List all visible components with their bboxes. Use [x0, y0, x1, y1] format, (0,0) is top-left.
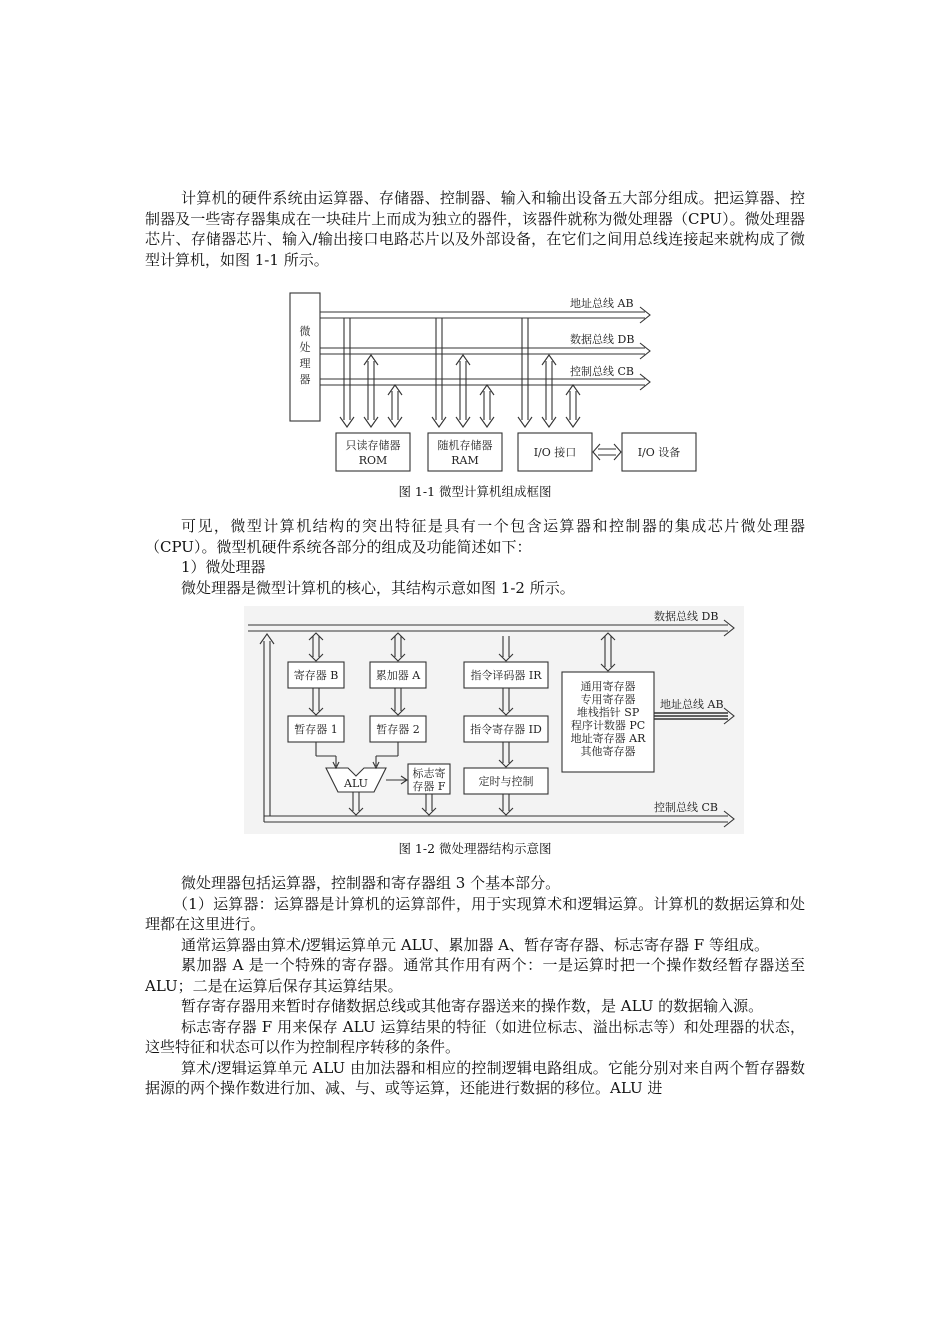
accumulator-a-label: 累加器 A — [375, 669, 421, 682]
register-group-item: 程序计数器 PC — [570, 719, 646, 732]
register-b-label: 寄存器 B — [293, 669, 339, 682]
flag-label-2: 存器 F — [412, 780, 446, 793]
register-group-item: 通用寄存器 — [580, 680, 636, 693]
paragraph-9: 标志寄存器 F 用来保存 ALU 运算结果的特征（如进位标志、溢出标志等）和处理器的状态，这些特征和状态可以作为控制程序转移的条件。 — [145, 1017, 805, 1056]
figure-1-1-diagram — [280, 285, 710, 480]
rom-label-1: 只读存储器 — [345, 439, 401, 452]
paragraph-6: 通常运算器由算术/逻辑运算单元 ALU、累加器 A、暂存寄存器、标志寄存器 F 等组成。 — [181, 935, 769, 954]
paragraph-2: 可见，微型计算机结构的突出特征是具有一个包含运算器和控制器的集成芯片微处理器（CPU）。微型机硬件系统各部分的组成及功能简述如下： — [145, 517, 805, 556]
cpu-label-4: 器 — [299, 373, 311, 386]
temp-1-label: 暂存器 1 — [294, 723, 338, 736]
data-bus-label: 数据总线 DB — [570, 333, 635, 346]
address-bus-2-label: 地址总线 AB — [660, 698, 724, 711]
register-group-item: 堆栈指针 SP — [576, 706, 640, 719]
ram-connections — [432, 318, 494, 427]
cpu-label-2: 处 — [299, 341, 311, 354]
paragraph-10: 算术/逻辑运算单元 ALU 由加法器和相应的控制逻辑电路组成。它能分别对来自两个暂存器数据源的两个操作数进行加、减、与、或等运算，还能进行数据的移位。ALU 进 — [145, 1058, 805, 1097]
figure-1-2-diagram — [244, 606, 744, 834]
rom-connections — [340, 318, 402, 427]
register-group-item: 专用寄存器 — [580, 693, 636, 706]
id-label: 指令寄存器 ID — [470, 723, 542, 736]
flag-label-1: 标志寄 — [412, 767, 446, 780]
register-group-item: 其他寄存器 — [580, 745, 636, 758]
figure-1-2-caption: 图 1-2 微处理器结构示意图 — [398, 841, 552, 856]
data-bus-2-label: 数据总线 DB — [654, 610, 719, 623]
alu-label: ALU — [344, 777, 368, 790]
list-item-1: 1）微处理器 — [181, 558, 266, 576]
address-bus-label: 地址总线 AB — [570, 297, 634, 310]
paragraph-5: （1）运算器：运算器是计算机的运算部件，用于实现算术和逻辑运算。计算机的数据运算和处理都在这里进行。 — [145, 894, 805, 933]
control-bus-2-label: 控制总线 CB — [654, 801, 718, 814]
timing-control-label: 定时与控制 — [478, 775, 534, 788]
temp-2-label: 暂存器 2 — [376, 723, 420, 736]
intro-paragraph: 计算机的硬件系统由运算器、存储器、控制器、输入和输出设备五大部分组成。把运算器、控制器及一些寄存器集成在一块硅片上而成为独立的器件，该器件就称为微处理器（CPU）。微处理器芯片、存储器芯片、输入/输出接口电路芯片以及外部设备，在它们之间用总线连接起来就构成了微型计算机，如图 1-1 所示。 — [145, 189, 805, 269]
ram-label-2: RAM — [451, 454, 479, 467]
paragraph-8: 暂存寄存器用来暂时存储数据总线或其他寄存器送来的操作数，是 ALU 的数据输入源。 — [181, 997, 764, 1015]
ram-label-1: 随机存储器 — [437, 439, 493, 452]
io-port-label: I/O 接口 — [533, 446, 577, 459]
rom-label-2: ROM — [358, 454, 388, 467]
paragraph-4: 微处理器包括运算器，控制器和寄存器组 3 个基本部分。 — [181, 874, 561, 892]
cpu-label-1: 微 — [299, 325, 311, 338]
control-bus-label: 控制总线 CB — [570, 365, 634, 378]
io-link-arrow — [593, 444, 621, 460]
paragraph-3: 微处理器是微型计算机的核心，其结构示意如图 1-2 所示。 — [181, 578, 575, 597]
figure-1-1-caption: 图 1-1 微型计算机组成框图 — [398, 484, 552, 499]
paragraph-7: 累加器 A 是一个特殊的寄存器。通常其作用有两个：一是运算时把一个操作数经暂存器送至 ALU；二是在运算后保存其运算结果。 — [145, 956, 805, 995]
io-device-label: I/O 设备 — [637, 446, 681, 459]
register-group-item: 地址寄存器 AR — [570, 732, 646, 745]
cpu-label-3: 理 — [299, 357, 311, 370]
ir-label: 指令译码器 IR — [470, 669, 542, 682]
